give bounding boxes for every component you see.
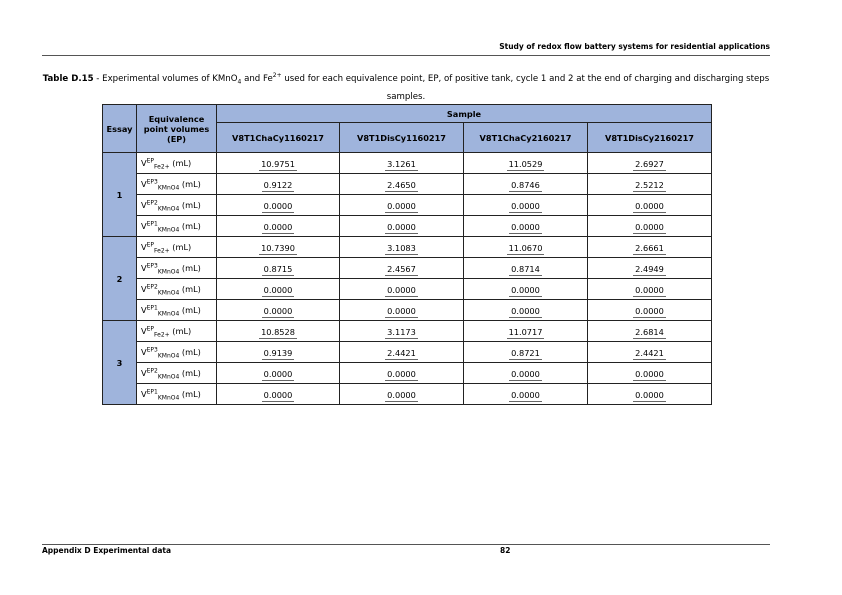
value-cell: [588, 153, 712, 174]
variable-label-v: V: [141, 389, 147, 399]
value-text: 3.1261: [387, 158, 416, 169]
value-cell: [217, 153, 340, 174]
table-caption: [42, 70, 770, 106]
variable-label-v: V: [141, 368, 147, 378]
value-text: 0.0000: [263, 284, 293, 295]
variable-label-sup: EP2: [146, 199, 158, 207]
variable-label-unit: (mL): [169, 242, 192, 252]
value-cell: [340, 237, 464, 258]
header-ep: Equivalence point volumes (EP): [137, 105, 217, 153]
variable-label-sub: KMnO4: [157, 184, 180, 192]
variable-label-unit: (mL): [179, 179, 201, 189]
value-cell: [217, 300, 340, 321]
value-text: 10.8528: [261, 326, 295, 337]
value-text: 0.0000: [387, 368, 416, 379]
value-text: 0.0000: [263, 305, 293, 316]
table-row: [103, 279, 712, 300]
variable-label-sup: EP: [146, 325, 155, 333]
variable-label-v: V: [141, 158, 147, 168]
value-text: 0.0000: [511, 389, 540, 400]
value-text: 0.8746: [511, 179, 540, 190]
caption-label: Table D.15: [42, 74, 94, 84]
table-row: [103, 174, 712, 195]
variable-label-v: V: [141, 179, 147, 189]
variable-label: [137, 237, 217, 258]
value-cell: [340, 321, 464, 342]
value-text: 11.0670: [508, 242, 543, 253]
variable-label-sup: EP2: [146, 367, 158, 375]
value-cell: [217, 195, 340, 216]
value-cell: [340, 195, 464, 216]
table-row: [103, 300, 712, 321]
value-text: 0.9139: [263, 347, 293, 358]
caption-text-1: - Experimental volumes of KMnO: [93, 74, 238, 84]
value-cell: [217, 258, 340, 279]
value-text: 0.0000: [511, 284, 540, 295]
value-cell: [217, 363, 340, 384]
caption-text-3: used for each equivalence point, EP, of positive tank, cycle 1 and 2 at the end of charging and discharging steps samples.: [281, 74, 770, 102]
value-text: 0.0000: [635, 284, 664, 295]
value-text: 2.4421: [387, 347, 416, 358]
value-cell: [217, 237, 340, 258]
value-text: 0.0000: [387, 284, 416, 295]
value-cell: [588, 237, 712, 258]
value-text: 0.9122: [263, 179, 293, 190]
variable-label-sub: KMnO4: [157, 352, 180, 360]
variable-label-sup: EP: [146, 241, 155, 249]
value-text: 3.1083: [387, 242, 416, 253]
variable-label-unit: (mL): [179, 389, 201, 399]
essay-number: 3: [103, 321, 137, 405]
essay-number: 1: [103, 153, 137, 237]
variable-label-unit: (mL): [179, 263, 201, 273]
variable-label-sub: KMnO4: [157, 289, 180, 297]
table-row: [103, 342, 712, 363]
variable-label-v: V: [141, 242, 147, 252]
value-text: 0.0000: [387, 305, 416, 316]
value-cell: [588, 279, 712, 300]
data-table: [102, 104, 712, 405]
variable-label: [137, 342, 217, 363]
footer-section: Appendix D Experimental data: [42, 546, 172, 555]
value-cell: [464, 195, 588, 216]
value-text: 0.0000: [635, 221, 664, 232]
variable-label-sup: EP1: [146, 304, 158, 312]
value-cell: [340, 174, 464, 195]
variable-label-v: V: [141, 305, 147, 315]
variable-label: [137, 300, 217, 321]
value-cell: [340, 384, 464, 405]
value-cell: [588, 258, 712, 279]
caption-text-2: and Fe: [241, 74, 273, 84]
header-sample-name: V8T1ChaCy2160217: [464, 123, 588, 153]
variable-label-sub: KMnO4: [157, 310, 180, 318]
value-cell: [588, 300, 712, 321]
variable-label-sub: KMnO4: [157, 268, 180, 276]
variable-label-sub: KMnO4: [157, 226, 180, 234]
value-cell: [464, 153, 588, 174]
variable-label-sub: KMnO4: [157, 205, 180, 213]
variable-label: [137, 216, 217, 237]
value-cell: [464, 300, 588, 321]
table-row: [103, 195, 712, 216]
variable-label: [137, 174, 217, 195]
value-text: 0.0000: [387, 221, 416, 232]
value-cell: [464, 321, 588, 342]
value-text: 0.8721: [511, 347, 540, 358]
value-text: 0.0000: [263, 221, 293, 232]
value-cell: [588, 363, 712, 384]
caption-sup-2: 2+: [272, 72, 282, 80]
value-cell: [588, 342, 712, 363]
value-cell: [464, 363, 588, 384]
value-cell: [340, 216, 464, 237]
value-text: 0.8714: [511, 263, 540, 274]
variable-label-v: V: [141, 200, 147, 210]
value-cell: [588, 384, 712, 405]
value-cell: [464, 216, 588, 237]
variable-label-unit: (mL): [179, 368, 201, 378]
variable-label-unit: (mL): [179, 221, 201, 231]
value-text: 0.0000: [263, 368, 293, 379]
value-cell: [340, 363, 464, 384]
caption-sub-1: 4: [237, 78, 242, 86]
variable-label: [137, 363, 217, 384]
variable-label: [137, 321, 217, 342]
value-cell: [464, 279, 588, 300]
variable-label-sup: EP: [146, 157, 155, 165]
header-sample-name: V8T1ChaCy1160217: [217, 123, 340, 153]
value-cell: [340, 153, 464, 174]
value-cell: [217, 216, 340, 237]
value-text: 10.9751: [261, 158, 295, 169]
variable-label-sup: EP3: [146, 178, 158, 186]
value-text: 2.4650: [387, 179, 416, 190]
variable-label-unit: (mL): [169, 326, 192, 336]
value-cell: [217, 279, 340, 300]
footer-divider: [42, 544, 770, 545]
value-text: 2.4421: [635, 347, 664, 358]
value-text: 0.0000: [511, 200, 540, 211]
value-cell: [588, 195, 712, 216]
value-cell: [588, 174, 712, 195]
value-cell: [464, 384, 588, 405]
variable-label-sup: EP1: [146, 388, 158, 396]
value-cell: [340, 258, 464, 279]
value-text: 2.6661: [635, 242, 664, 253]
variable-label-sup: EP3: [146, 262, 158, 270]
variable-label-v: V: [141, 263, 147, 273]
value-text: 2.6927: [635, 158, 664, 169]
value-cell: [340, 279, 464, 300]
value-cell: [588, 216, 712, 237]
essay-number: 2: [103, 237, 137, 321]
variable-label-unit: (mL): [179, 347, 201, 357]
header-divider: [42, 55, 770, 56]
value-text: 0.0000: [635, 200, 664, 211]
value-text: 0.0000: [511, 305, 540, 316]
variable-label-unit: (mL): [179, 305, 201, 315]
value-cell: [464, 258, 588, 279]
value-cell: [340, 300, 464, 321]
value-text: 2.6814: [635, 326, 664, 337]
table-row: [103, 153, 712, 174]
variable-label-sub: KMnO4: [157, 394, 180, 402]
table-row: [103, 216, 712, 237]
value-text: 11.0529: [508, 158, 543, 169]
value-text: 0.0000: [635, 389, 664, 400]
table-row: [103, 384, 712, 405]
page-number: 82: [500, 546, 511, 555]
value-cell: [217, 384, 340, 405]
variable-label-unit: (mL): [179, 200, 201, 210]
value-text: 0.0000: [387, 200, 416, 211]
value-text: 0.0000: [387, 389, 416, 400]
value-text: 0.0000: [635, 305, 664, 316]
variable-label-sup: EP3: [146, 346, 158, 354]
value-text: 0.8715: [263, 263, 293, 274]
variable-label-sub: Fe2+: [154, 163, 170, 171]
running-header: Study of redox flow battery systems for residential applications: [499, 42, 770, 51]
value-cell: [217, 342, 340, 363]
variable-label: [137, 279, 217, 300]
value-text: 11.0717: [508, 326, 543, 337]
value-text: 0.0000: [635, 368, 664, 379]
variable-label: [137, 258, 217, 279]
value-text: 2.5212: [635, 179, 664, 190]
variable-label-v: V: [141, 221, 147, 231]
variable-label: [137, 195, 217, 216]
header-sample: Sample: [217, 105, 712, 123]
value-text: 10.7390: [261, 242, 295, 253]
table-body: [103, 153, 712, 405]
variable-label-sup: EP1: [146, 220, 158, 228]
variable-label: [137, 153, 217, 174]
variable-label-v: V: [141, 347, 147, 357]
value-cell: [340, 342, 464, 363]
variable-label-sub: Fe2+: [154, 247, 170, 255]
variable-label-sub: KMnO4: [157, 373, 180, 381]
value-text: 0.0000: [511, 368, 540, 379]
value-cell: [217, 174, 340, 195]
header-essay: Essay: [103, 105, 137, 153]
value-cell: [217, 321, 340, 342]
variable-label-v: V: [141, 326, 147, 336]
table-row: [103, 237, 712, 258]
value-cell: [588, 321, 712, 342]
variable-label-sup: EP2: [146, 283, 158, 291]
value-cell: [464, 174, 588, 195]
variable-label-unit: (mL): [169, 158, 192, 168]
variable-label-v: V: [141, 284, 147, 294]
variable-label-sub: Fe2+: [154, 331, 170, 339]
table-row: [103, 321, 712, 342]
header-sample-name: V8T1DisCy1160217: [340, 123, 464, 153]
table-row: [103, 258, 712, 279]
value-text: 0.0000: [511, 221, 540, 232]
variable-label-unit: (mL): [179, 284, 201, 294]
value-cell: [464, 237, 588, 258]
value-text: 0.0000: [263, 200, 293, 211]
variable-label: [137, 384, 217, 405]
value-text: 2.4949: [635, 263, 664, 274]
table-row: [103, 363, 712, 384]
value-text: 0.0000: [263, 389, 293, 400]
value-cell: [464, 342, 588, 363]
header-sample-name: V8T1DisCy2160217: [588, 123, 712, 153]
value-text: 2.4567: [387, 263, 416, 274]
value-text: 3.1173: [387, 326, 416, 337]
